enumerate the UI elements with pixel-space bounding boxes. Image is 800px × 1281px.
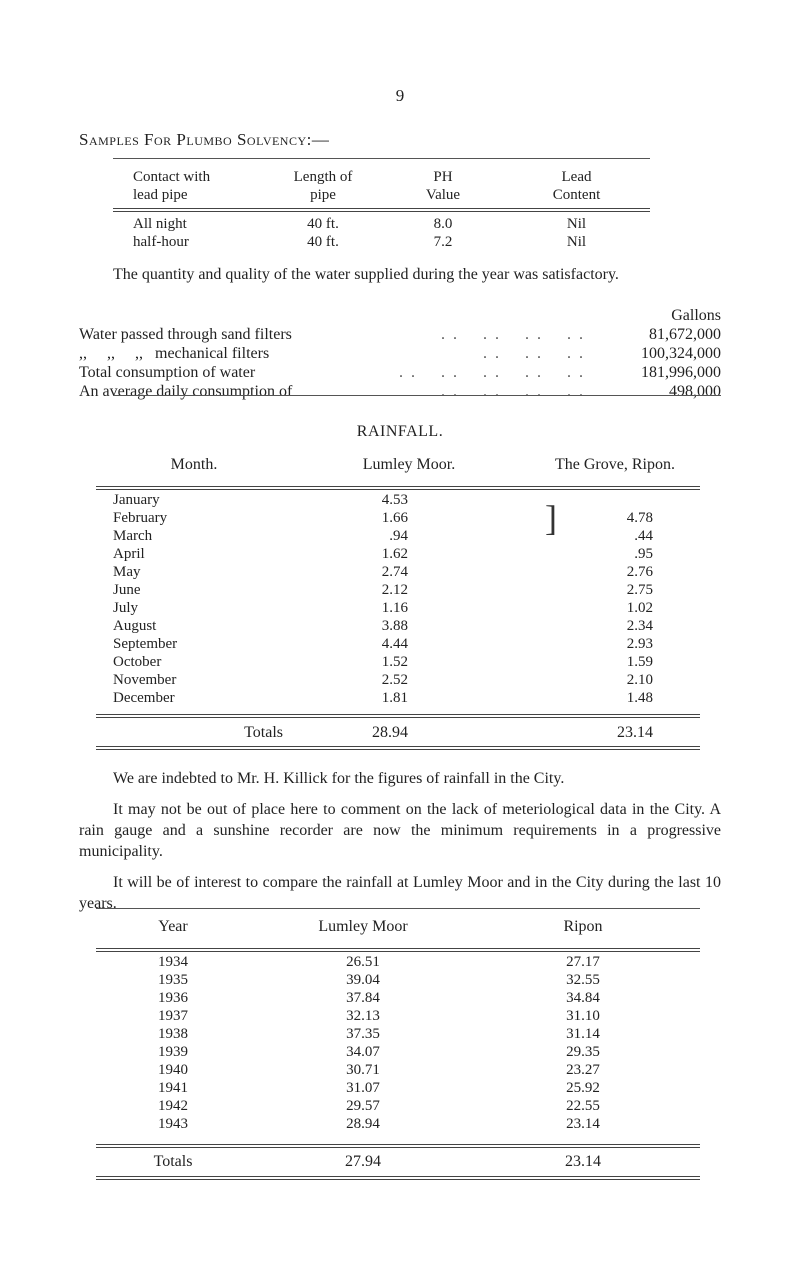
rainfall-totals-table <box>113 724 653 742</box>
solvency-top-rule <box>113 158 650 159</box>
paragraph-compare: It will be of interest to compare the rainfall at Lumley Moor and in the City during the last 10 years. <box>79 874 721 912</box>
paragraph-meteorological: It may not be out of place here to comment on the lack of meteriological data in the City. A rain gauge and a sunshine recorder are now the minimum requirements in a progressive municipality. <box>79 801 721 860</box>
rainfall-totals-rule <box>96 714 700 718</box>
month-cell: December <box>113 690 175 706</box>
table-row <box>113 1007 673 1025</box>
yearly-header-row <box>113 918 673 936</box>
month-cell: August <box>113 618 157 634</box>
rainfall-bottom-rule <box>96 746 700 750</box>
leader-dots: . . . . . . <box>483 345 585 362</box>
leader-dots: . . . . . . . . <box>441 383 585 400</box>
column-header: Lumley Moor <box>318 918 408 935</box>
water-value: 181,996,000 <box>641 364 721 381</box>
table-cell: 39.04 <box>346 972 380 988</box>
table-cell: 34.07 <box>346 1044 380 1060</box>
table-cell: 22.55 <box>566 1098 600 1114</box>
lumley-cell: 1.52 <box>381 654 408 670</box>
leader-dots: . . . . . . . . . . <box>399 364 585 381</box>
column-header: Contact with <box>133 169 211 185</box>
water-row <box>79 382 721 401</box>
rainfall-table <box>113 491 653 707</box>
table-cell: All night <box>133 216 187 232</box>
lumley-cell: 1.81 <box>381 690 408 706</box>
water-row <box>79 344 721 363</box>
lumley-cell: 2.74 <box>381 564 408 580</box>
rainfall-totals-row <box>113 724 653 742</box>
water-value: 100,324,000 <box>641 345 721 362</box>
ripon-cell: 1.59 <box>626 654 653 670</box>
column-header: Month. <box>170 456 218 473</box>
table-cell: 37.84 <box>346 990 380 1006</box>
table-row <box>113 1025 673 1043</box>
leader-dots: . . . . . . . . <box>441 326 585 343</box>
lumley-cell: 4.53 <box>381 492 408 508</box>
ripon-cell: 2.93 <box>626 636 653 652</box>
solvency-header-row <box>113 168 650 186</box>
table-cell: 29.35 <box>566 1044 600 1060</box>
table-cell: 25.92 <box>566 1080 600 1096</box>
solvency-header-rule <box>113 208 650 212</box>
lumley-cell: 2.52 <box>381 672 408 688</box>
yearly-totals-row <box>113 1153 673 1171</box>
paragraph-thanks: We are indebted to Mr. H. Killick for the figures of rainfall in the City. <box>113 770 565 787</box>
water-label: Water passed through sand filters <box>79 326 292 343</box>
column-header: PH <box>433 169 453 185</box>
lumley-cell: .94 <box>389 528 408 544</box>
ripon-cell: .95 <box>634 546 653 562</box>
lumley-cell: 1.16 <box>381 600 408 616</box>
month-cell: June <box>113 582 141 598</box>
month-cell: November <box>113 672 177 688</box>
table-cell: 1943 <box>158 1116 188 1132</box>
lumley-cell: 4.44 <box>381 636 408 652</box>
table-row <box>113 1097 673 1115</box>
water-value: 81,672,000 <box>649 326 721 343</box>
table-row <box>113 1115 673 1133</box>
table-row <box>113 689 653 707</box>
month-cell: July <box>113 600 139 616</box>
table-row <box>113 581 653 599</box>
yearly-header-rule <box>96 948 700 952</box>
table-cell: 40 ft. <box>307 216 339 232</box>
solvency-body <box>113 215 650 251</box>
table-cell: 40 ft. <box>307 234 339 250</box>
yearly-totals-table <box>113 1153 673 1171</box>
solvency-table <box>113 168 650 204</box>
table-cell: 26.51 <box>346 954 380 970</box>
table-cell: 27.17 <box>566 954 600 970</box>
month-cell: February <box>113 510 168 526</box>
ripon-total: 23.14 <box>565 1153 601 1170</box>
yearly-totals-rule <box>96 1144 700 1148</box>
table-cell: Nil <box>566 234 587 250</box>
ripon-total: 23.14 <box>617 724 653 741</box>
table-row <box>113 1079 673 1097</box>
water-label: An average daily consumption of <box>79 383 293 400</box>
water-table <box>79 306 721 401</box>
table-cell: 28.94 <box>346 1116 380 1132</box>
table-cell: 7.2 <box>433 234 453 250</box>
ripon-cell: 2.34 <box>626 618 653 634</box>
table-cell: half-hour <box>133 234 189 250</box>
month-cell: April <box>113 546 145 562</box>
totals-label: Totals <box>244 724 283 741</box>
table-row <box>113 671 653 689</box>
yearly-top-rule <box>96 908 700 909</box>
yearly-table <box>113 953 673 1133</box>
table-cell: 32.55 <box>566 972 600 988</box>
table-row <box>113 1043 673 1061</box>
water-label: Total consumption of water <box>79 364 256 381</box>
table-row <box>113 563 653 581</box>
table-cell: Nil <box>566 216 587 232</box>
table-row <box>113 599 653 617</box>
ripon-cell: 1.02 <box>626 600 653 616</box>
table-row <box>113 233 650 251</box>
water-intro-text: The quantity and quality of the water supplied during the year was satisfactory. <box>113 266 619 283</box>
table-cell: 31.07 <box>346 1080 380 1096</box>
table-cell: 1942 <box>158 1098 188 1114</box>
page-number: 9 <box>395 86 405 105</box>
lumley-total: 27.94 <box>345 1153 381 1170</box>
rainfall-title: RAINFALL. <box>356 423 444 440</box>
lumley-cell: 3.88 <box>381 618 408 634</box>
table-cell: 23.14 <box>566 1116 600 1132</box>
section-title: Samples For Plumbo Solvency:— <box>79 130 330 149</box>
column-header: The Grove, Ripon. <box>555 456 675 473</box>
table-row <box>113 653 653 671</box>
water-label: ,, ,, ,, mechanical filters <box>79 345 270 362</box>
table-row <box>113 989 673 1007</box>
column-header: Lead <box>561 169 592 185</box>
table-cell: 32.13 <box>346 1008 380 1024</box>
column-header: lead pipe <box>133 187 188 203</box>
column-header: Content <box>552 187 601 203</box>
table-cell: 29.57 <box>346 1098 380 1114</box>
table-row <box>113 971 673 989</box>
table-row <box>113 215 650 233</box>
water-unit-row <box>79 306 721 325</box>
table-cell: 31.14 <box>566 1026 600 1042</box>
ripon-cell: 2.10 <box>626 672 653 688</box>
month-cell: March <box>113 528 153 544</box>
column-header: Year <box>158 918 188 935</box>
rainfall-header-rule <box>96 486 700 490</box>
column-header: Value <box>425 187 461 203</box>
lumley-total: 28.94 <box>372 724 408 741</box>
month-cell: May <box>113 564 141 580</box>
table-cell: 37.35 <box>346 1026 380 1042</box>
gallons-header: Gallons <box>671 307 721 324</box>
lumley-cell: 2.12 <box>381 582 408 598</box>
table-row <box>113 545 653 563</box>
january-february-brace: ] <box>545 498 557 538</box>
month-cell: September <box>113 636 178 652</box>
water-intro-paragraph <box>79 264 721 285</box>
month-cell: January <box>113 492 160 508</box>
table-row <box>113 617 653 635</box>
column-header: pipe <box>310 187 336 203</box>
lumley-cell: 1.66 <box>381 510 408 526</box>
table-cell: 34.84 <box>566 990 600 1006</box>
table-cell: 1934 <box>158 954 188 970</box>
table-row <box>113 635 653 653</box>
table-row <box>113 953 673 971</box>
column-header: Ripon <box>563 918 603 935</box>
table-cell: 1941 <box>158 1080 188 1096</box>
column-header: Length of <box>293 169 353 185</box>
table-cell: 1938 <box>158 1026 188 1042</box>
yearly-bottom-rule <box>96 1176 700 1180</box>
water-value: 498,000 <box>669 383 721 400</box>
table-cell: 1935 <box>158 972 188 988</box>
table-cell: 30.71 <box>346 1062 380 1078</box>
water-row <box>79 325 721 344</box>
column-header: Lumley Moor. <box>362 456 456 473</box>
table-cell: 8.0 <box>433 216 453 232</box>
rainfall-header-row <box>79 456 721 474</box>
table-row <box>113 1061 673 1079</box>
water-bottom-rule <box>113 395 721 396</box>
ripon-cell: .44 <box>634 528 653 544</box>
lumley-cell: 1.62 <box>381 546 408 562</box>
month-cell: October <box>113 654 162 670</box>
table-cell: 1939 <box>158 1044 188 1060</box>
yearly-header-table <box>113 918 673 936</box>
solvency-header-row <box>113 186 650 204</box>
table-row <box>113 491 653 509</box>
table-row <box>113 527 653 545</box>
commentary <box>79 768 721 914</box>
table-cell: 1936 <box>158 990 188 1006</box>
table-cell: 1937 <box>158 1008 188 1024</box>
water-row <box>79 363 721 382</box>
table-cell: 1940 <box>158 1062 188 1078</box>
ripon-cell: 1.48 <box>626 690 653 706</box>
ripon-cell: 4.78 <box>626 510 653 526</box>
ripon-cell: 2.75 <box>626 582 653 598</box>
totals-label: Totals <box>153 1153 193 1170</box>
table-cell: 31.10 <box>566 1008 600 1024</box>
ripon-cell: 2.76 <box>626 564 653 580</box>
rainfall-header-table <box>79 456 721 474</box>
table-cell: 23.27 <box>566 1062 600 1078</box>
table-row <box>113 509 653 527</box>
